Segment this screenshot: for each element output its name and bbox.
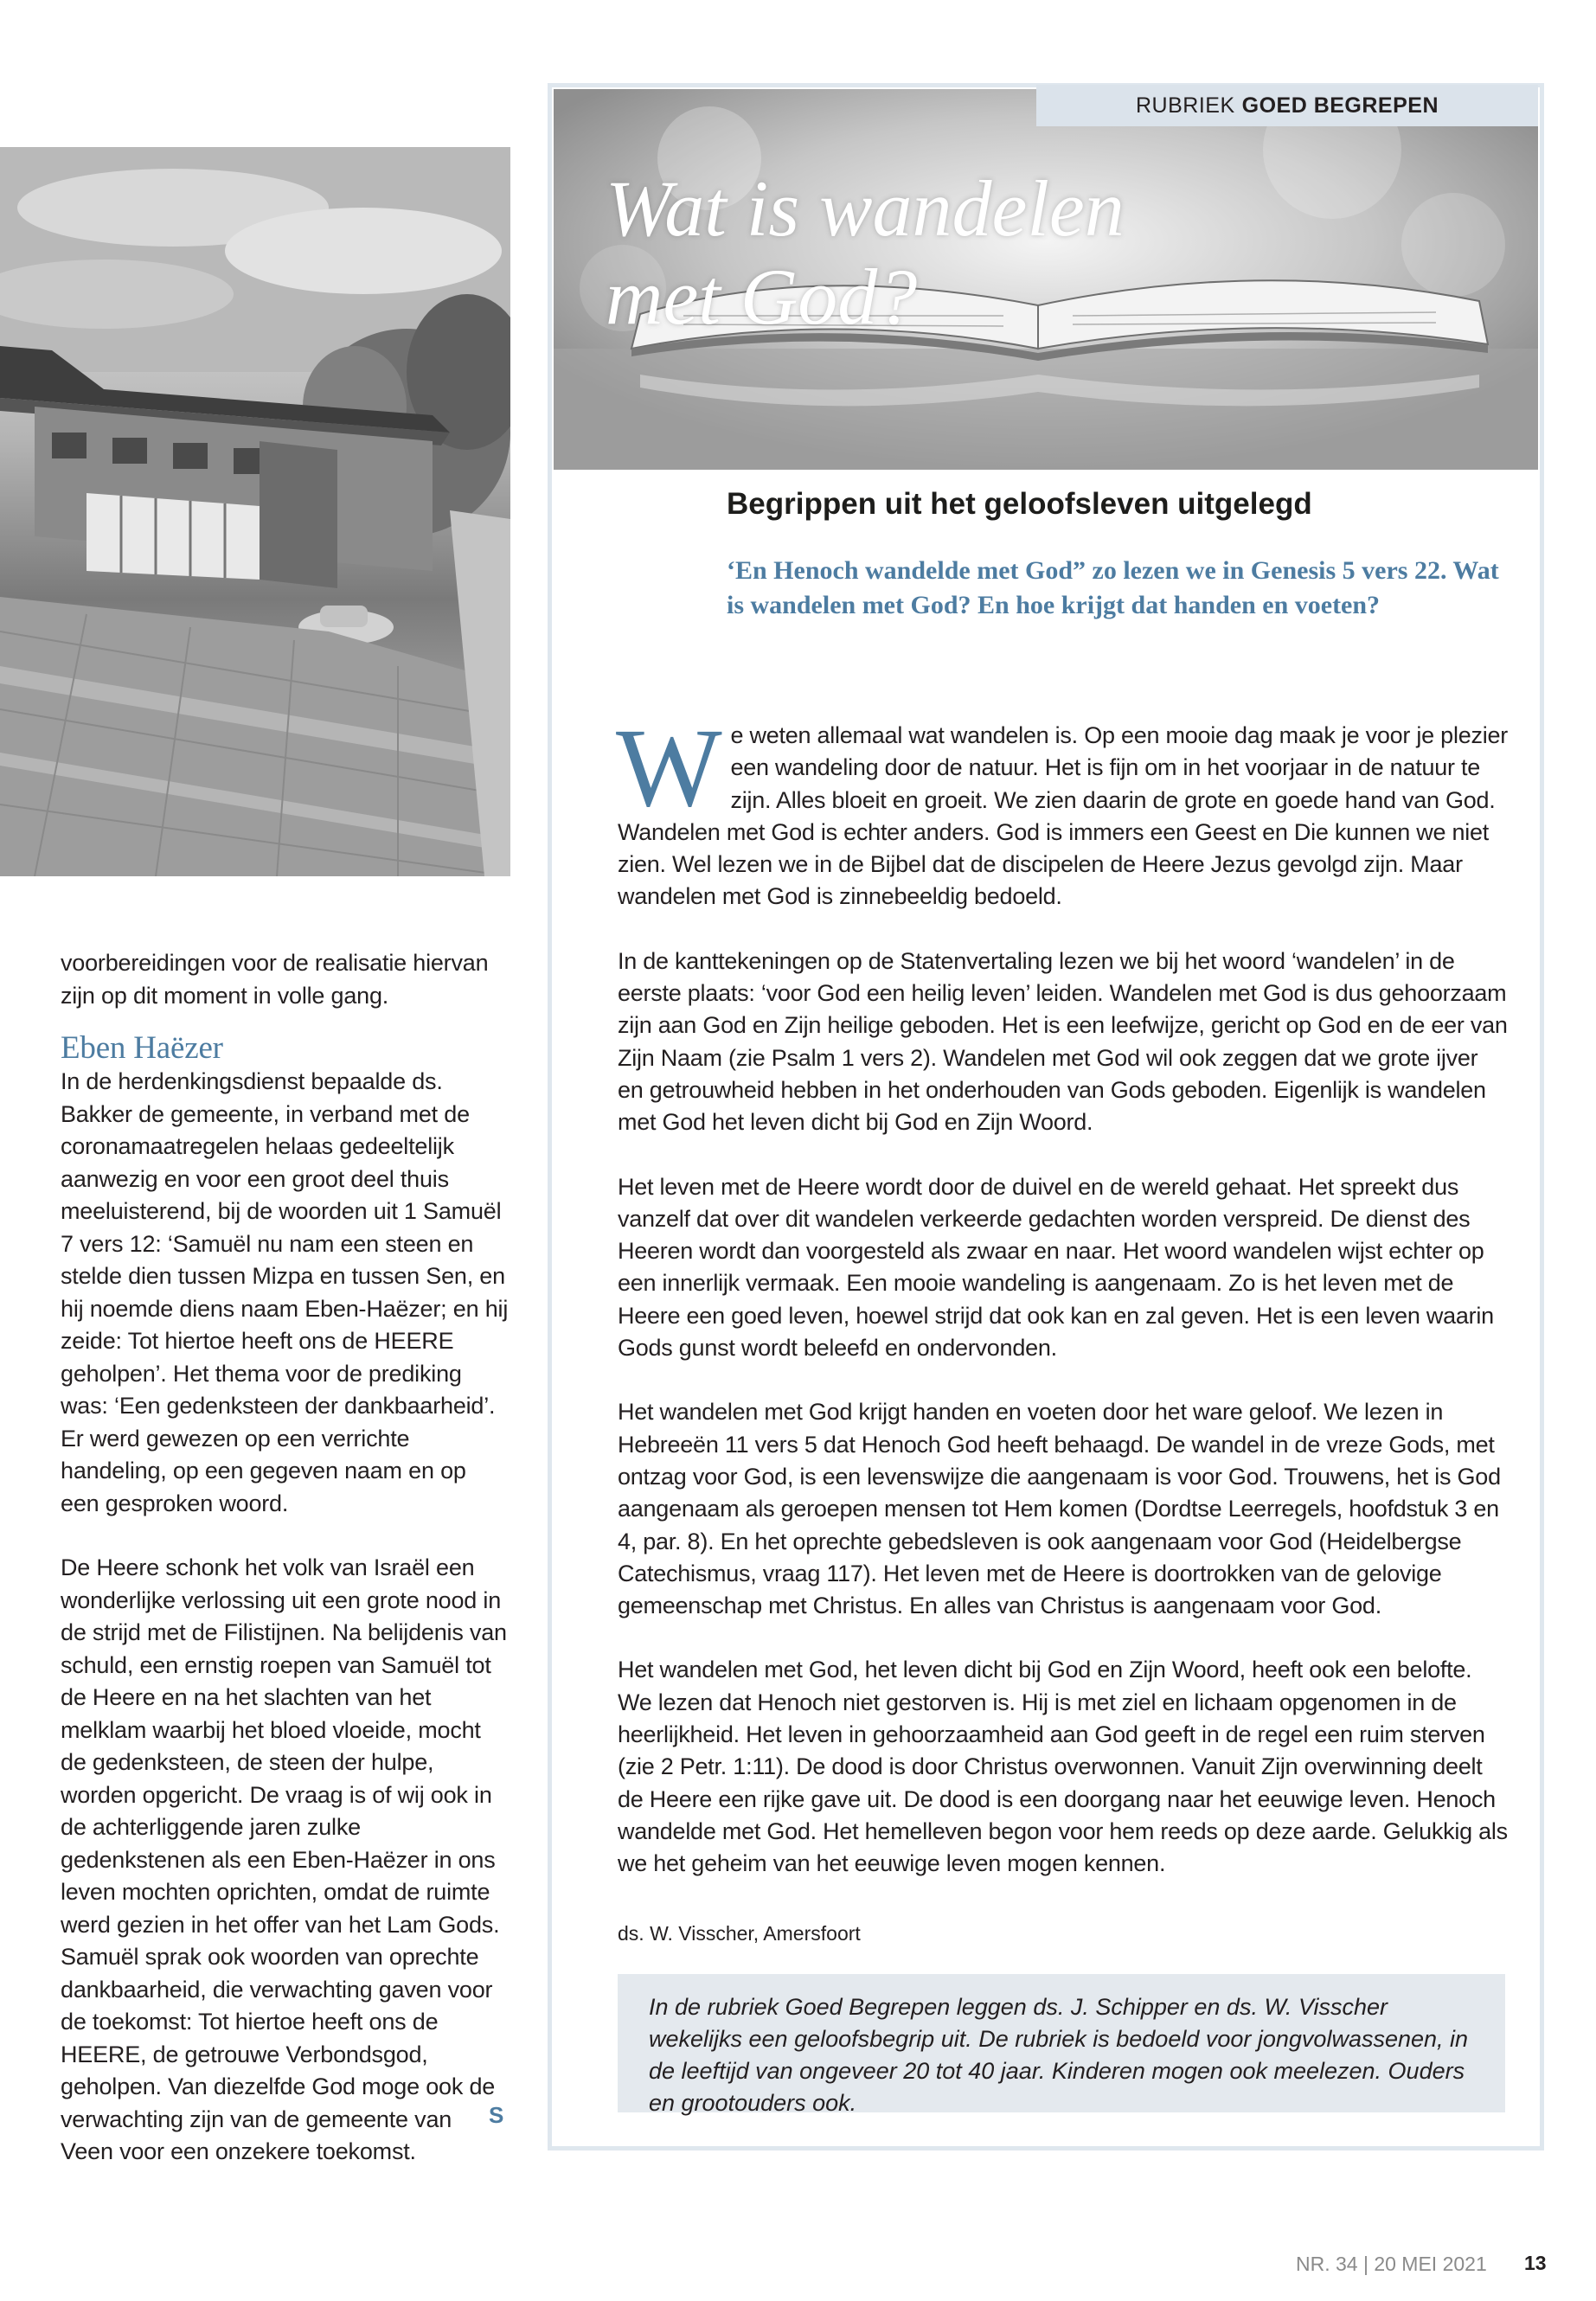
left-paragraph-2: In de herdenkingsdienst bepaalde ds. Bakker de gemeente, in verband met de coronamaatregelen helaas gedeeltelijk aanwezig en voor een groot deel thuis meeluisterend, bij de woorden uit 1 Samuël 7 vers 12: ‘Samuël nu nam een steen en stelde dien tussen Mizpa en tussen Sen, en hij noemde diens naam Eben-Haëzer; en hij zeide: Tot hiertoe heeft ons de HEERE geholpen’. Het thema voor de prediking was: ‘Een gedenksteen der dankbaarheid’. Er werd gewezen op een verrichte handeling, op een gegeven naam en op een gesproken woord. [61, 1068, 509, 1516]
rubriek-label [1036, 85, 1538, 126]
church-illustration [0, 147, 510, 876]
body-paragraph-1 [616, 706, 1509, 913]
left-paragraph-3: De Heere schonk het volk van Israël een wonderlijke verlossing uit een grote nood in de strijd met de Filistijnen. Na belijdenis van schuld, een ernstig roepen van Samuël tot de Heere en na het slachten van het melklam waarbij het bloed vloeide, mocht de gedenksteen, de steen der hulpe, worden opgericht. De vraag is of wij ook in de achterliggende jaren zulke gedenkstenen als een Eben-Haëzer in ons leven mochten oprichten, omdat de ruimte werd gezien in het offer van het Lam Gods. Samuël sprak ook woorden van oprechte dankbaarheid, die verwachting gaven voor de toekomst: Tot hiertoe heeft ons de HEERE, de getrouwe Verbondsgod, geholpen. Van diezelfde God moge ook de verwachting zijn van de gemeente van Veen voor een onzekere toekomst. [61, 1554, 507, 2164]
article-title [606, 164, 1263, 341]
page-number: 13 [1524, 2252, 1547, 2274]
article-end-mark: S [489, 2102, 504, 2128]
rubriek-note: In de rubriek Goed Begrepen leggen ds. J. Schipper en ds. W. Visscher wekelijks een geloofsbegrip uit. De rubriek is bedoeld voor jongvolwassenen, in de leeftijd van ongeveer 20 tot 40 jaar. Kinderen mogen ook meelezen. Ouders en grootouders ook. [618, 1974, 1505, 2112]
left-paragraph-1: voorbereidingen voor de realisatie hiervan zijn op dit moment in volle gang. [61, 950, 489, 1009]
body-paragraph-4: Het wandelen met God krijgt handen en voeten door het ware geloof. We lezen in Hebreeën 11 vers 5 dat Henoch God heeft behaagd. De wandel in de vreze Gods, met ontzag voor God, is een levenswijze die aangenaam is voor God. Trouwens, het is God aangenaam als geroepen mensen tot Hem komen (Dordtse Leerregels, hoofdstuk 3 en 4, par. 8). En het oprechte gebedsleven is ook aangenaam voor God (Heidelbergse Catechismus, vraag 117). Het leven met de Heere is doortrokken van de gelovige gemeenschap met Christus. En alles van Christus is aangenaam voor God. [618, 1399, 1501, 1619]
body-paragraph-5: Het wandelen met God, het leven dicht bij God en Zijn Woord, heeft ook een belofte. We lezen dat Henoch niet gestorven is. Hij is met ziel en lichaam opgenomen in de heerlijkheid. Het leven in gehoorzaamheid aan God geeft in de regel een ruim sterven (zie 2 Petr. 1:11). De dood is door Christus overwonnen. Vanuit Zijn overwinning deelt de Heere een rijke gave uit. De dood is een doorgang naar het eeuwige leven. Henoch wandelde met God. Het hemelleven begon voor hem reeds op deze aarde. Gelukkig als we het geheim van het eeuwige leven mogen kennen. [618, 1657, 1508, 1877]
left-column [61, 947, 510, 2169]
title-line-2: met God? [606, 253, 918, 341]
author-signature: ds. W. Visscher, Amersfoort [618, 1922, 861, 1945]
body-paragraph-2: In de kanttekeningen op de Statenvertaling lezen we bij het woord ‘wandelen’ in de eerste plaats: ‘voor God een heilig leven’ leiden. Wandelen met God is dus gehoorzaam zijn aan God en Zijn heilige geboden. Het is een leefwijze, gericht op God en de eer van Zijn Naam (zie Psalm 1 vers 2). Wandelen met God wil ook zeggen dat we grote ijver en getrouwheid hebben in het onderhouden van Gods geboden. Eigenlijk is wandelen met God het leven dicht bij God en Zijn Woord. [618, 947, 1508, 1136]
article-intro: ‘En Henoch wandelde met God” zo lezen we in Genesis 5 vers 22. Wat is wandelen met God? En hoe krijgt dat handen en voeten? [727, 556, 1499, 619]
body-paragraph-3: Het leven met de Heere wordt door de duivel en de wereld gehaat. Het spreekt dus vanzelf dat over dit wandelen verkeerde gedachten worden verspreid. De dienst des Heeren wordt dan voorgesteld als zwaar en naar. Het woord wandelen wijst echter op een innerlijk vermaak. Een mooie wandeling is aangenaam. Zo is het leven met de Heere een goed leven, hoewel strijd dat ook kan en zal geven. Het is een leven waarin Gods gunst wordt beleefd en ondervonden. [618, 1173, 1494, 1362]
article-body [616, 706, 1509, 1913]
article-subtitle: Begrippen uit het geloofsleven uitgelegd [727, 487, 1312, 521]
title-line-1: Wat is wandelen [606, 164, 1125, 253]
church-building-photo [0, 147, 510, 876]
rubriek-name: GOED BEGREPEN [1241, 93, 1439, 118]
body-paragraph-1-text: e weten allemaal wat wandelen is. Op een mooie dag maak je voor je plezier een wandeling door de natuur. Het is fijn om in het voorjaar in de natuur te zijn. Alles bloeit en groeit. We zien daarin de grote en goede hand van God. Wandelen met God is echter anders. God is immers een Geest en Die kunnen we niet zien. Wel lezen we in de Bijbel dat de discipelen de Heere Jezus gevolgd zijn. Maar wandelen met God is zinnebeeldig bedoeld. [618, 722, 1508, 910]
rubriek-prefix: RUBRIEK [1135, 93, 1235, 118]
issue-info: NR. 34 | 20 MEI 2021 [1296, 2253, 1487, 2275]
section-heading-eben-haezer: Eben Haëzer [61, 1030, 223, 1066]
drop-cap: W [616, 706, 722, 830]
